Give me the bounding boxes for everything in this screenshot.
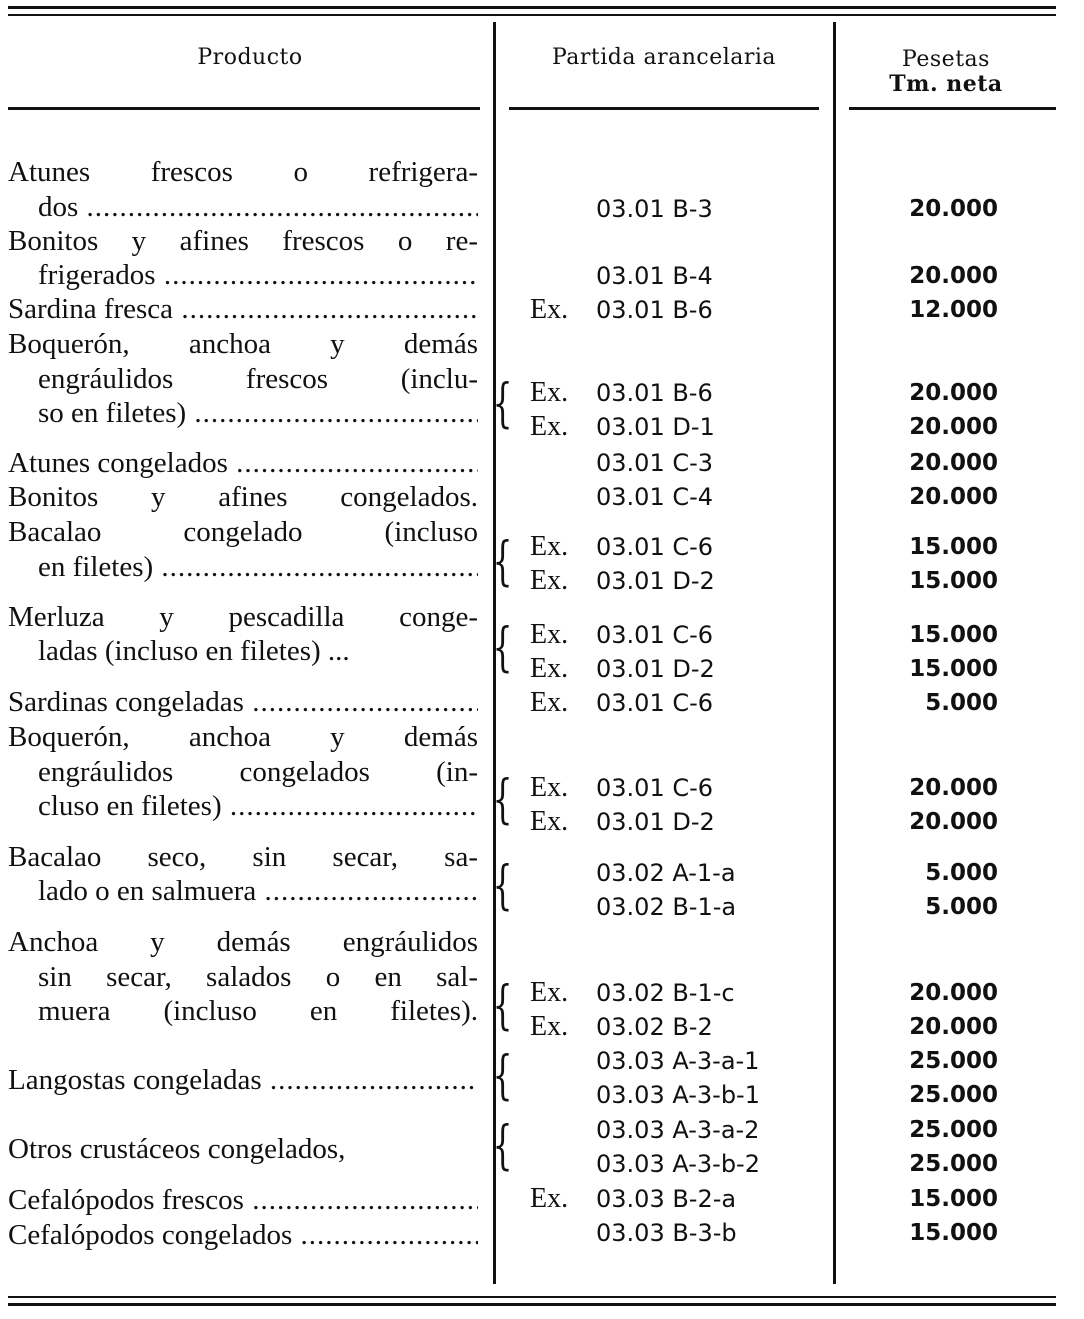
producto-line: so en filetes) ..... — [38, 396, 478, 430]
pesetas-value: 15.000 — [909, 534, 998, 560]
bottom-rule — [8, 1296, 1056, 1298]
producto-line: Merluza y pescadilla conge- — [8, 601, 478, 633]
brace-icon: { — [492, 618, 513, 678]
brace-icon: { — [492, 976, 513, 1036]
bottom-rule-outer — [8, 1303, 1056, 1306]
brace-icon: { — [492, 1046, 513, 1106]
pesetas-value: 25.000 — [909, 1082, 998, 1108]
pesetas-value: 5.000 — [925, 690, 998, 716]
producto-line: engráulidos frescos (inclu- — [38, 363, 478, 395]
producto-line: Bacalao congelado (incluso — [8, 516, 478, 548]
pesetas-value: 15.000 — [909, 1186, 998, 1212]
producto-line: Sardina fresca ..... — [8, 292, 478, 326]
brace-icon: { — [492, 856, 513, 916]
top-rule — [8, 6, 1056, 9]
pesetas-value: 5.000 — [925, 894, 998, 920]
brace-icon: { — [492, 770, 513, 830]
pesetas-value: 5.000 — [925, 860, 998, 886]
pesetas-value: 20.000 — [909, 380, 998, 406]
producto-line: dos ..... — [38, 190, 478, 224]
pesetas-value: 12.000 — [909, 297, 998, 323]
pesetas-value: 20.000 — [909, 414, 998, 440]
pesetas-value: 20.000 — [909, 1014, 998, 1040]
producto-line: Atunes congelados ..... — [8, 446, 478, 480]
producto-line: Bonitos y afines congelados. — [8, 481, 478, 513]
pesetas-value: 20.000 — [909, 775, 998, 801]
pesetas-value: 20.000 — [909, 450, 998, 476]
pesetas-value: 25.000 — [909, 1151, 998, 1177]
producto-line: cluso en filetes) ..... — [38, 789, 478, 823]
pesetas-value: 25.000 — [909, 1048, 998, 1074]
producto-line: Cefalópodos congelados ..... — [8, 1218, 478, 1252]
column-divider-2 — [833, 22, 836, 1284]
header-underline-pesetas — [849, 107, 1056, 110]
producto-line: Otros crustáceos congelados, — [8, 1133, 346, 1165]
pesetas-value: 15.000 — [909, 568, 998, 594]
header-partida: Partida arancelaria — [551, 45, 777, 70]
pesetas-value: 20.000 — [909, 980, 998, 1006]
header-pesetas: Pesetas — [902, 47, 990, 72]
producto-line: en filetes) ..... — [38, 550, 478, 584]
pesetas-value: 15.000 — [909, 656, 998, 682]
header-underline-producto — [8, 107, 480, 110]
producto-line: Cefalópodos frescos ..... — [8, 1183, 478, 1217]
producto-line: Atunes frescos o refrigera- — [8, 156, 478, 188]
brace-icon: { — [492, 374, 513, 434]
pesetas-value: 20.000 — [909, 809, 998, 835]
brace-icon: { — [492, 1116, 513, 1176]
pesetas-value: 20.000 — [909, 263, 998, 289]
header-tm-neta: Tm. neta — [889, 71, 1003, 97]
producto-line: Bonitos y afines frescos o re- — [8, 225, 478, 257]
pesetas-value: 15.000 — [909, 1220, 998, 1246]
header-producto: Producto — [197, 45, 303, 70]
header-underline-partida — [509, 107, 819, 110]
producto-line: muera (incluso en filetes). — [38, 995, 478, 1027]
top-rule-inner — [8, 14, 1056, 16]
brace-icon: { — [492, 532, 513, 592]
producto-line: Langostas congeladas ..... — [8, 1063, 478, 1097]
producto-line: Sardinas congeladas ..... — [8, 685, 478, 719]
pesetas-value: 15.000 — [909, 622, 998, 648]
producto-line: lado o en salmuera ..... — [38, 874, 478, 908]
producto-line: Boquerón, anchoa y demás — [8, 328, 478, 360]
pesetas-value: 20.000 — [909, 484, 998, 510]
pesetas-value: 20.000 — [909, 196, 998, 222]
producto-line: sin secar, salados o en sal- — [38, 961, 478, 993]
producto-line: ladas (incluso en filetes) ... — [38, 635, 350, 667]
producto-line: engráulidos congelados (in- — [38, 756, 478, 788]
producto-line: Anchoa y demás engráulidos — [8, 926, 478, 958]
producto-line: Boquerón, anchoa y demás — [8, 721, 478, 753]
pesetas-value: 25.000 — [909, 1117, 998, 1143]
producto-line: Bacalao seco, sin secar, sa- — [8, 841, 478, 873]
producto-line: frigerados ..... — [38, 258, 478, 292]
